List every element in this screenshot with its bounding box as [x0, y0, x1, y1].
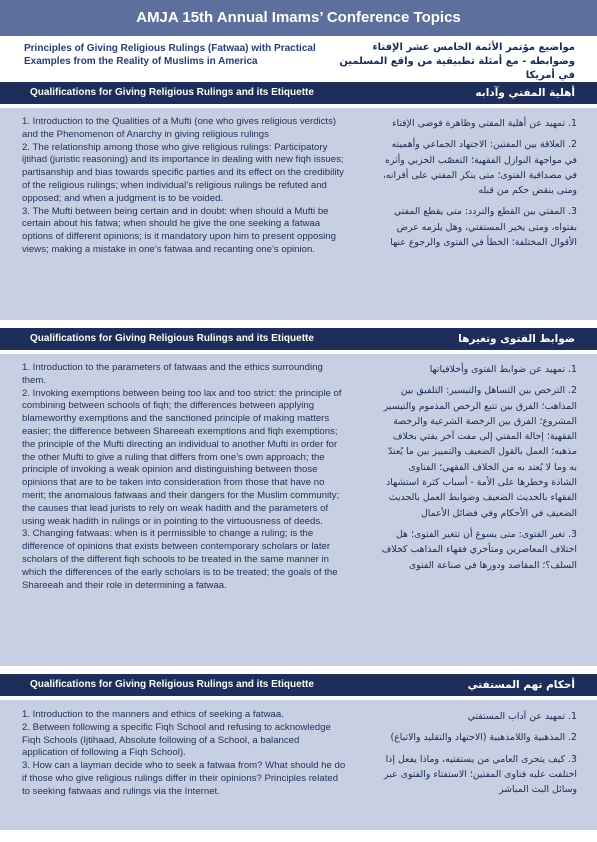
- section-3-arabic-column: [381, 709, 577, 797]
- section-1-item-en: 2. The relationship among those who give religious rulings: Participatory ijtihad (juristic reasoning) and its importance in dealing with new fiqh issues; partisanship and bias towards specific parties and its effect on the credibility of the religious rulings; when individual’s religious rulings be refuted and opposed; and when a judgment is to be voided.: [22, 141, 344, 204]
- section-2-title-english: Qualifications for Giving Religious Rulings and its Etiquette: [30, 333, 314, 344]
- section-3-item-en: 1. Introduction to the manners and ethics of seeking a fatwaa.: [22, 709, 284, 720]
- section-2-title-arabic: ضوابط الفتوى وتغيرها: [458, 333, 575, 345]
- section-2-item-ar: 1. تمهيد عن ضوابط الفتوى وأخلاقياتها: [429, 364, 577, 375]
- section-3-panel: [0, 700, 597, 830]
- section-3-item-ar: 1. تمهيد عن آداب المستفتي: [467, 711, 577, 722]
- section-3-title-arabic: أحكام تهم المستفتي: [467, 679, 575, 691]
- section-2-item-ar: 3. تغير الفتوى: متى يسوغ أن تتغير الفتوى؛ هل اختلاف المعاصرين ومتأخري فقهاء المذاهب كخلاف السلف؟؛ المقاصد ودورها في صناعة الفتوى: [381, 528, 577, 571]
- section-1-english-column: [22, 116, 347, 257]
- section-2-item-en: 3. Changing fatwaas: when is it permissible to change a ruling; is the difference of opinions that exists between contemporary scholars or later scholars of the different fiqh schools to be treated in the same manner in which the differences of the early scholars is to be treated; the goals of the Shareeah and their role in determining a fatwaa.: [22, 528, 338, 591]
- subtitle-arabic: مواضيع مؤتمر الأئمة الخامس عشر الإفتاء وضوابطه - مع أمثلة تطبيقية من واقع المسلمين في أمريكا: [339, 42, 575, 81]
- subtitle-english: Principles of Giving Religious Rulings (Fatwaa) with Practical Examples from the Reality of Muslims in America: [24, 43, 316, 67]
- section-3-title-english: Qualifications for Giving Religious Rulings and its Etiquette: [30, 679, 314, 690]
- section-2-english-column: [22, 362, 347, 592]
- section-1-item-en: 3. The Mufti between being certain and in doubt: when should a Mufti be certain about his fatwa; when should he give the one seeking a fatwaa options of different opinions; is it mandatory upon him to present opposing views; making a mistake in one’s fatwaa and recanting one’s opinion.: [22, 205, 336, 255]
- section-3-header: [0, 674, 597, 696]
- section-2-item-ar: 2. الترخص بين التساهل والتيسير: التلفيق بين المذاهب؛ الفرق بين تتبع الرخص المذموم والتيسير المشروع؛ الفرق بين الرخصة الشرعية والرخصة الفقهية؛ إحالة المفتي إلى مفت آخر يفتي بخلاف مذهبه؛ العمل بالقول الضعيف والتمييز بين ما يُعتدّ به وما لا يُعتد به من الخلاف الفقهي؛ الفتاوى الشاذة وخطرها على الأمة - أسباب كثرة استشهاد الفقهاء بالحديث الضعيف وضوابط العمل بالحديث الضعيف في الأحكام وفي فضائل الأعمال: [383, 385, 577, 519]
- section-3-english-column: [22, 709, 347, 799]
- section-2-arabic-column: [381, 362, 577, 573]
- section-1-title-arabic: أهلية المفتي وآدابه: [475, 87, 575, 99]
- section-2-item-en: 2. Invoking exemptions between being too lax and too strict: the principle of combining between schools of fiqh; the differences between applying blameworthy exemptions and the sanctioned principle of making matters easier; the difference between Shareeah exemptions and fiqh exemptions; the principle of the Mufti directing an individual to another Mufti in order for the other Mufti to give a ruling that differs from one’s own approach; the principle of invoking a weak opinion and distinguishing between those opinions that are to be taken into consideration from those that have no merit; the anomalous fatwaas and their dangers for the Muslim community; the causes that lead jurists to rely on weak hadith and the parameters of using weak hadith in rulings or in pointing to the virtuousness of deeds.: [22, 387, 342, 527]
- section-3-item-en: 3. How can a layman decide who to seek a fatwaa from? What should he do if those who give religious rulings differ in their opinions? Principles related to seeking fatwaas and rulings via the Internet.: [22, 760, 346, 797]
- page-title: AMJA 15th Annual Imams’ Conference Topics: [0, 0, 597, 36]
- section-2-panel: [0, 354, 597, 666]
- section-1-item-ar: 3. المفتي بين القطع والتردد: متى يقطع المفتي بفتواه، ومتى يخير المستفتي، وهل يلزمه عرض الأقوال المختلفة؛ الخطأ في الفتوى والرجوع عنها: [390, 206, 577, 249]
- section-3-item-en: 2. Between following a specific Fiqh School and refusing to acknowledge Fiqh Schools (Ijtihaad, Absolute following of a School, a balanced application of following a Fiqh School).: [22, 721, 331, 759]
- section-1-header: [0, 82, 597, 104]
- section-1-title-english: Qualifications for Giving Religious Rulings and its Etiquette: [30, 87, 314, 98]
- section-1-panel: [0, 108, 597, 320]
- section-1-arabic-column: [381, 116, 577, 250]
- section-1-item-ar: 2. العلاقة بين المفتين: الاجتهاد الجماعي وأهميته في مواجهة النوازل الفقهية؛ التعصّب الحزبي وأثره في مصداقية الفتوى؛ متى ينكر المفتي على أقرانه، ومتى ينقض حكم من قبله: [382, 139, 577, 197]
- section-2-header: [0, 328, 597, 350]
- section-1-item-ar: 1. تمهيد عن أهلية المفتي وظاهرة فوضى الإفتاء: [392, 118, 577, 129]
- section-2-item-en: 1. Introduction to the parameters of fatwaas and the ethics surrounding them.: [22, 362, 323, 386]
- section-3-item-ar: 3. كيف يتحرى العامي من يستفتيه، وماذا يفعل إذا اختلفت عليه فتاوى المفتين؛ الاستفتاء والفتوى عبر وسائل البث المباشر: [384, 753, 577, 796]
- section-3-item-ar: 2. المذهبية واللامذهبية (الاجتهاد والتقليد والاتباع): [390, 732, 577, 744]
- section-1-item-en: 1. Introduction to the Qualities of a Mufti (one who gives religious verdicts) and the Phenomenon of Anarchy in giving religious rulings: [22, 116, 337, 140]
